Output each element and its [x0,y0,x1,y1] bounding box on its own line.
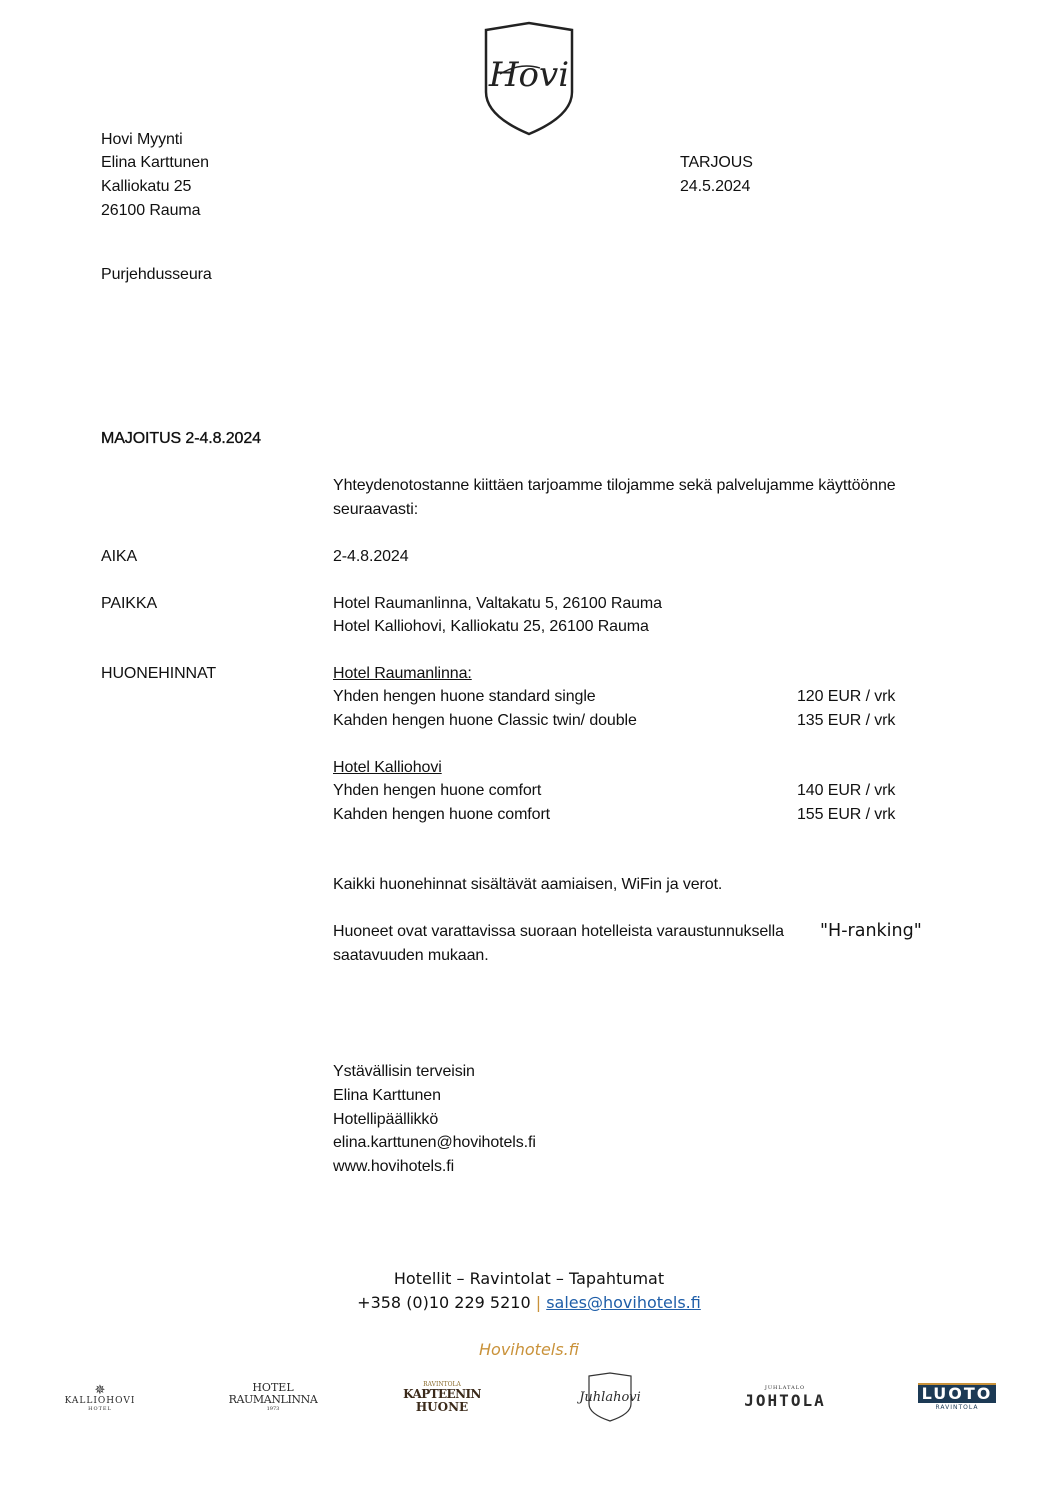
room-price: 120 EUR / vrk [797,688,896,705]
juhlahovi-name: Juhlahovi [579,1389,641,1405]
footer-email-link[interactable]: sales@hovihotels.fi [546,1293,701,1312]
luoto-sub: RAVINTOLA [935,1403,979,1411]
hovi-shield-icon [480,20,578,138]
aika-label: AIKA [101,548,138,565]
recipient: Purjehdusseura [101,266,212,283]
kapteenin-line2: HUONE [415,1399,469,1414]
included-note: Kaikki huonehinnat sisältävät aamiaisen, WiFin ja verot. [333,876,723,893]
room-name: Yhden hengen huone comfort [333,782,542,799]
hovi-logo [480,20,578,138]
raumanlinna-logo [228,1372,318,1422]
booking-note-line-2: saatavuuden mukaan. [333,947,489,964]
paikka-value-1: Hotel Raumanlinna, Valtakatu 5, 26100 Rauma [333,595,662,612]
document-type: TARJOUS [680,154,753,171]
intro-line-1: Yhteydenotostanne kiittäen tarjoamme tilojamme sekä palvelujamme käyttöönne [333,477,896,494]
signature-greeting: Ystävällisin terveisin [333,1063,475,1080]
room-name: Yhden hengen huone standard single [333,688,596,705]
juhlahovi-logo [570,1372,650,1422]
johtola-name: JOHTOLA [744,1390,826,1410]
sender-line-1: Hovi Myynti [101,131,183,148]
signature-email[interactable]: elina.karttunen@hovihotels.fi [333,1134,536,1151]
paikka-value-2: Hotel Kalliohovi, Kalliokatu 25, 26100 Rauma [333,618,649,635]
huonehinnat-label: HUONEHINNAT [101,665,217,682]
room-name: Kahden hengen huone Classic twin/ double [333,712,637,729]
footer-website[interactable]: Hovihotels.fi [479,1340,579,1359]
signature-website[interactable]: www.hovihotels.fi [333,1158,455,1175]
booking-note-line-1: Huoneet ovat varattavissa suoraan hotelleista varaustunnuksella [333,923,784,940]
signature-title: Hotellipäällikkö [333,1111,439,1128]
raumanlinna-line1: HOTEL [252,1380,294,1394]
hotel1-name: Hotel Raumanlinna: [333,665,472,682]
room-price: 155 EUR / vrk [797,806,896,823]
kapteenin-line1: KAPTEENIN [403,1386,481,1401]
room-name: Kahden hengen huone comfort [333,806,551,823]
document-date: 24.5.2024 [680,178,751,195]
footer-contact [0,1292,1058,1314]
kapteenin-top: RAVINTOLA [423,1380,461,1388]
sender-line-4: 26100 Rauma [101,202,201,219]
luoto-name: LUOTO [918,1383,997,1403]
brand-logos [60,1372,1010,1422]
sender-line-3: Kalliokatu 25 [101,178,192,195]
luoto-logo [915,1372,999,1422]
intro-line-2: seuraavasti: [333,501,419,518]
room-price: 140 EUR / vrk [797,782,896,799]
footer-phone: +358 (0)10 229 5210 [357,1293,531,1312]
room-price: 135 EUR / vrk [797,712,896,729]
kalliohovi-name: KALLIOHOVI [64,1395,136,1406]
sender-line-2: Elina Karttunen [101,154,209,171]
raumanlinna-line2: RAUMANLINNA [228,1392,318,1406]
johtola-top: JUHLATALO [764,1384,806,1391]
aika-value: 2-4.8.2024 [333,548,409,565]
raumanlinna-sub: 1973 [266,1405,280,1412]
ship-wheel-icon: ✵ [94,1381,106,1397]
footer-separator: | [535,1293,542,1312]
hovi-logo-text: Hovi [488,55,570,95]
signature-name: Elina Karttunen [333,1087,441,1104]
paikka-label: PAIKKA [101,595,158,612]
booking-code: "H-ranking" [820,921,922,941]
kalliohovi-logo [60,1372,140,1422]
document-heading: MAJOITUS 2-4.8.2024 [101,430,261,447]
johtola-logo [740,1372,830,1422]
footer-tagline: Hotellit – Ravintolat – Tapahtumat [393,1269,665,1288]
kalliohovi-sub: HOTEL [88,1405,112,1412]
kapteenin-huone-logo [402,1372,482,1422]
hotel2-name: Hotel Kalliohovi [333,759,442,776]
